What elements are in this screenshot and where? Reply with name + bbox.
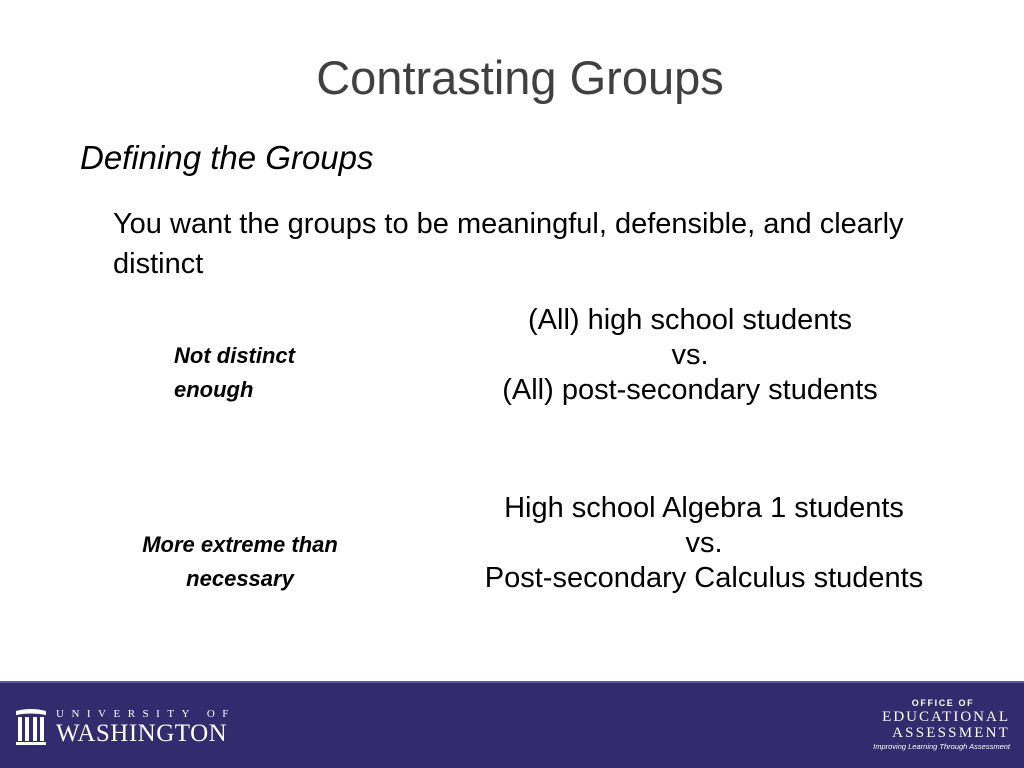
row-label-line: More extreme than [142, 532, 338, 557]
oea-logo [860, 697, 1010, 753]
slide-title: Contrasting Groups [316, 51, 724, 104]
uw-logo [14, 705, 236, 749]
uw-logo-line2: WASHINGTON [56, 720, 228, 747]
row-label-more-extreme [100, 528, 380, 596]
comparison-versus: vs. [671, 339, 709, 371]
intro-text: You want the groups to be meaningful, defensible, and clearly distinct [113, 208, 904, 280]
row-label-line: Not distinct [174, 343, 295, 368]
row-label-line: enough [174, 377, 254, 402]
uw-logo-line1: UNIVERSITY OF [56, 708, 236, 720]
comparison-block-1 [430, 303, 950, 408]
comparison-group-a: (All) high school students [528, 304, 852, 336]
comparison-block-2 [430, 491, 978, 596]
oea-logo-line1: OFFICE OF [911, 698, 975, 708]
section-heading: Defining the Groups [80, 139, 374, 176]
comparison-versus: vs. [685, 527, 723, 559]
comparison-group-a: High school Algebra 1 students [504, 492, 904, 524]
row-label-not-distinct [174, 339, 374, 407]
oea-logo-line3: ASSESSMENT [892, 725, 1010, 741]
footer-bar [0, 681, 1024, 768]
comparison-group-b: Post-secondary Calculus students [484, 562, 924, 594]
oea-logo-tagline: Improving Learning Through Assessment [873, 742, 1010, 751]
comparison-group-b: (All) post-secondary students [502, 374, 878, 406]
uw-columns-icon [14, 707, 48, 747]
oea-logo-line2: EDUCATIONAL [882, 709, 1010, 725]
row-label-line: necessary [186, 566, 294, 591]
